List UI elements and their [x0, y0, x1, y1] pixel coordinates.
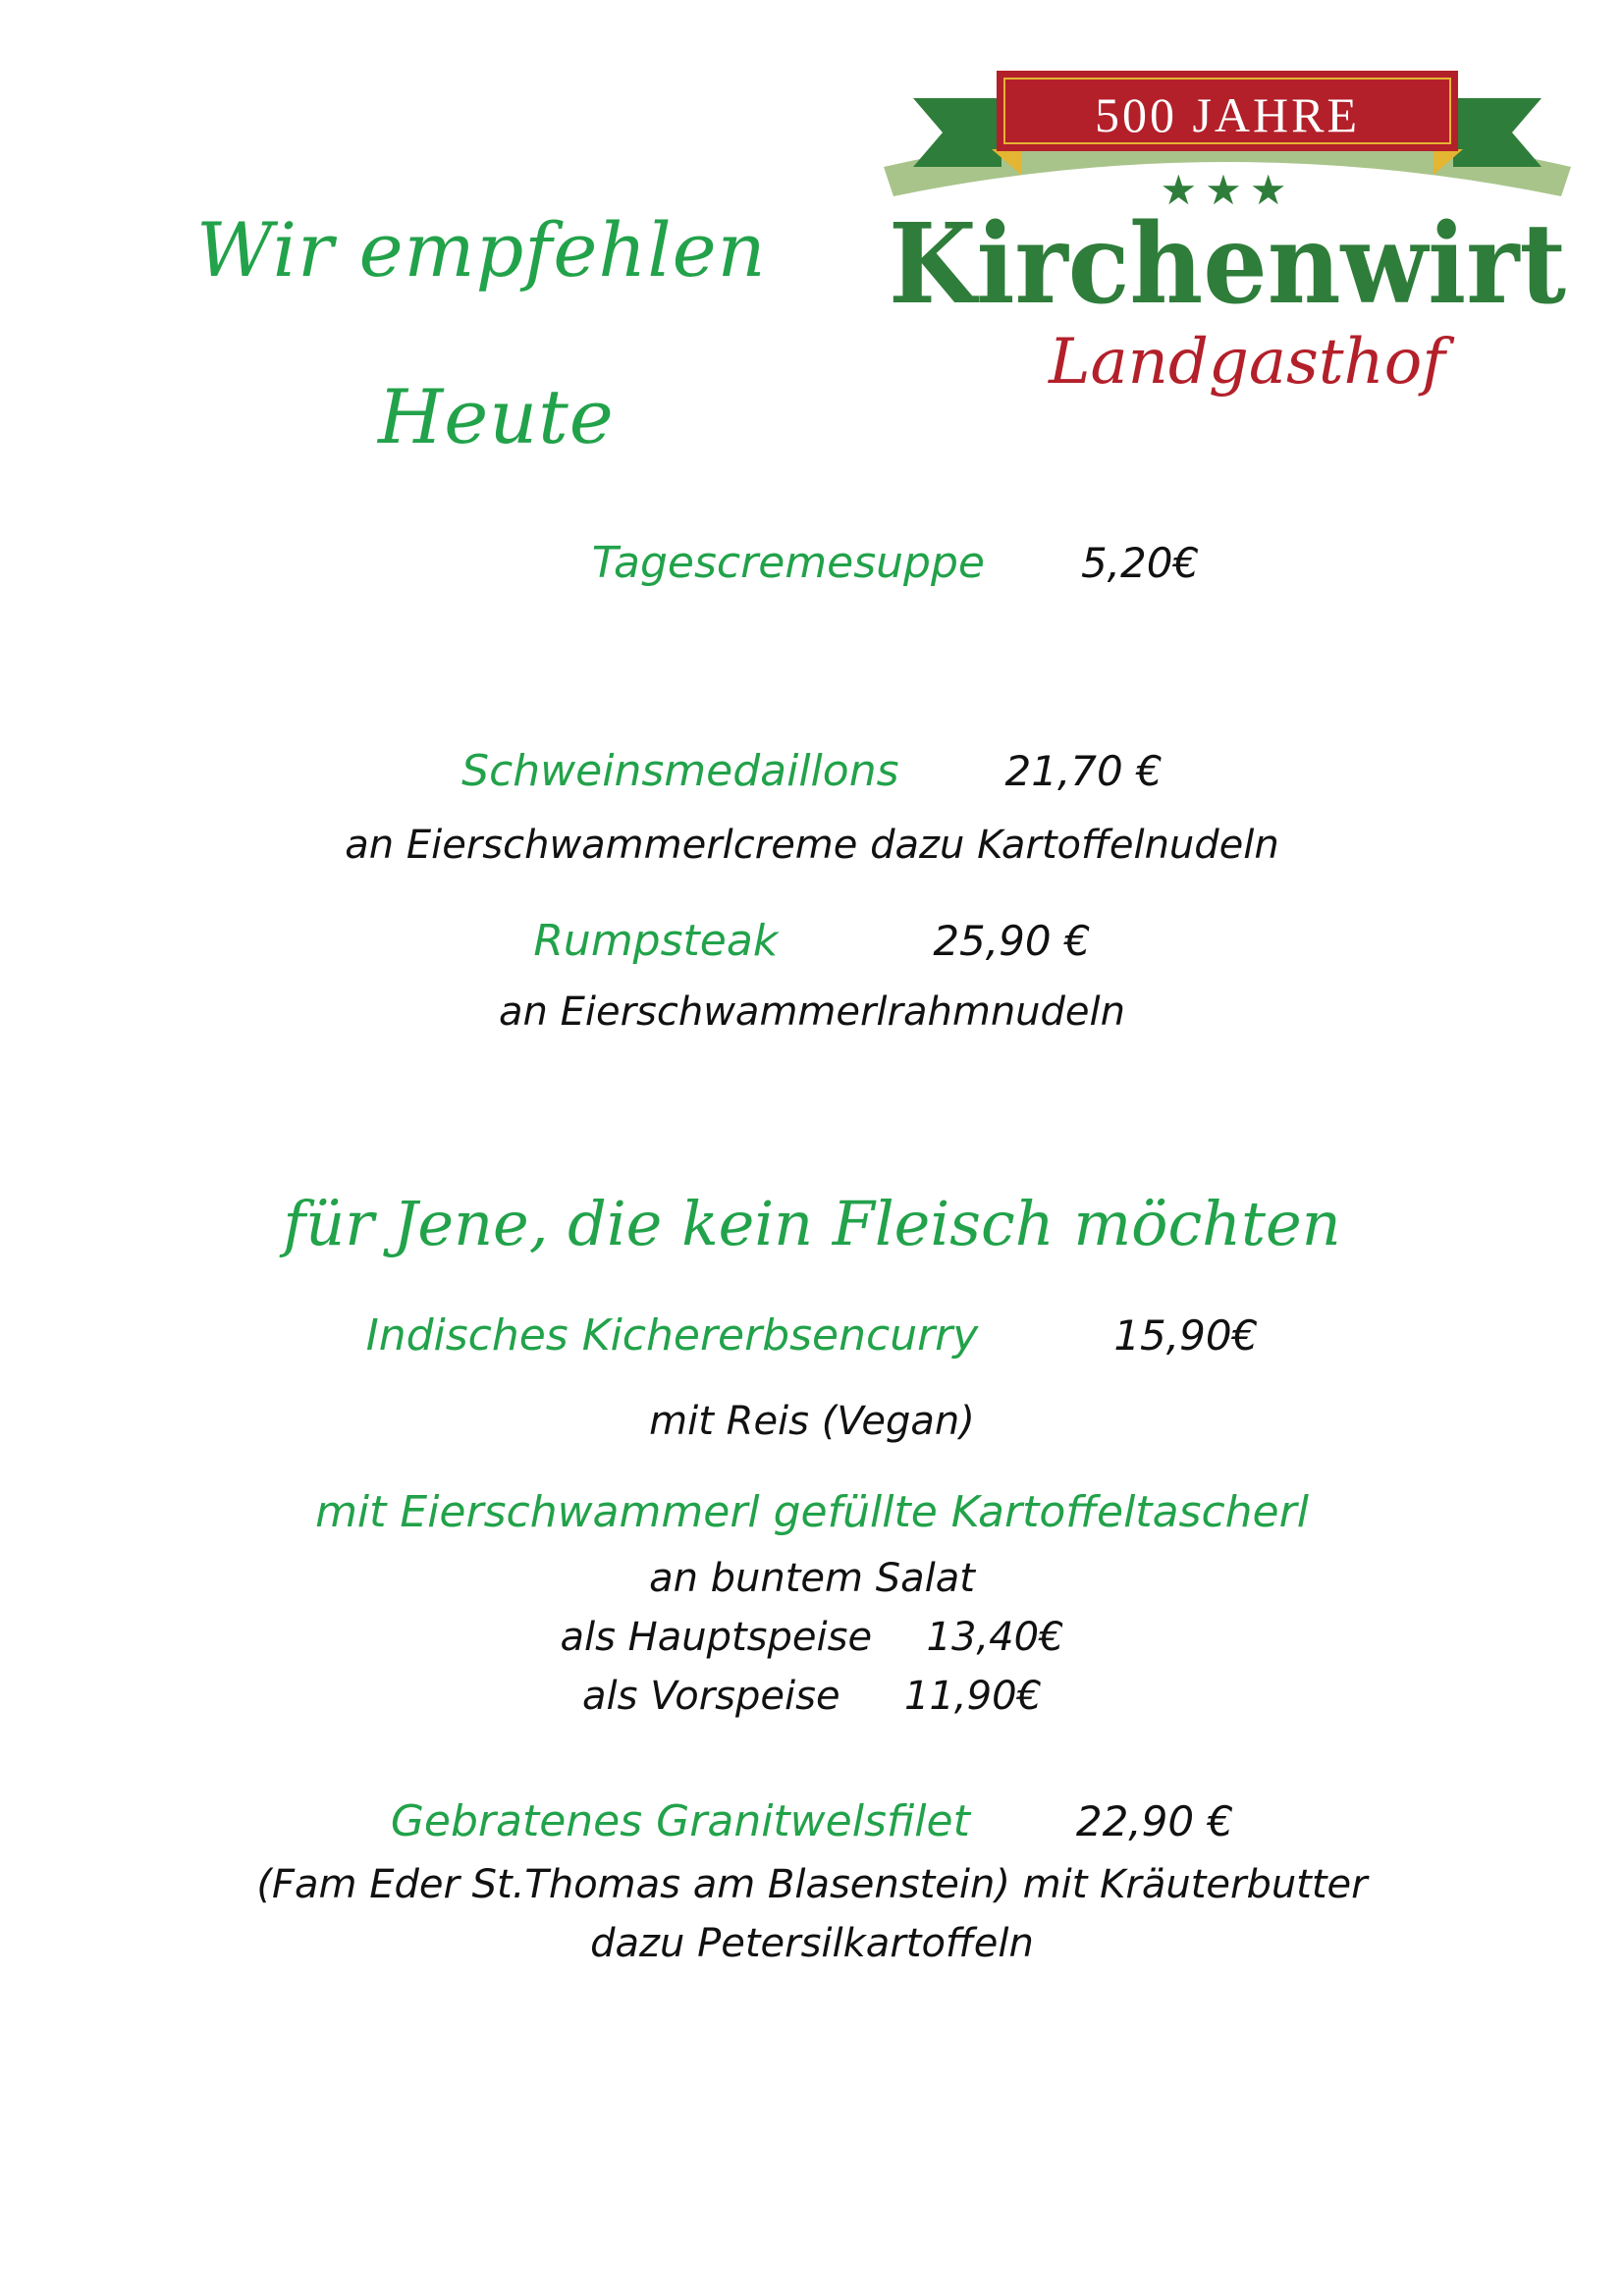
label-starter: als Vorspeise	[582, 1674, 840, 1719]
item-price: 25,90 €	[933, 917, 1091, 965]
item-description: (Fam Eder St.Thomas am Blasenstein) mit Kräuterbutter	[256, 1862, 1368, 1907]
item-name: Tagescremesuppe	[591, 538, 985, 588]
menu-item-tascherl: mit Eierschwammerl gefüllte Kartoffeltascherl	[315, 1487, 1309, 1537]
logo-banner-text: 500 JAHRE	[1094, 87, 1361, 142]
price-line-starter	[0, 1674, 1624, 1719]
price-main: 13,40€	[926, 1615, 1064, 1660]
price-starter: 11,90€	[904, 1674, 1042, 1719]
menu-item-schwein	[0, 746, 1624, 796]
item-name: Rumpsteak	[533, 916, 779, 966]
logo-name: Kirchenwirt	[889, 200, 1567, 329]
menu-item-soup	[0, 538, 1624, 588]
item-description: an Eierschwammerlcreme dazu Kartoffelnudeln	[345, 823, 1279, 868]
item-price: 5,20€	[1080, 539, 1200, 587]
item-description: dazu Petersilkartoffeln	[590, 1921, 1034, 1966]
price-line-main	[0, 1615, 1624, 1660]
item-name: Indisches Kichererbsencurry	[365, 1310, 979, 1361]
headline-today: Heute	[378, 373, 615, 460]
item-description: an Eierschwammerlrahmnudeln	[499, 989, 1125, 1035]
item-description: mit Reis (Vegan)	[649, 1399, 975, 1444]
label-main: als Hauptspeise	[560, 1615, 873, 1660]
section-title-vegetarian: für Jene, die kein Fleisch möchten	[283, 1188, 1341, 1259]
item-price: 15,90€	[1113, 1311, 1259, 1360]
item-description: an buntem Salat	[649, 1556, 975, 1601]
menu-item-curry	[0, 1310, 1624, 1361]
logo-sub: Landgasthof	[1049, 326, 1445, 399]
menu-item-fish	[0, 1796, 1624, 1846]
kirchenwirt-logo	[874, 59, 1581, 412]
headline-recommend: Wir empfehlen	[196, 206, 767, 294]
item-price: 21,70 €	[1004, 747, 1163, 795]
item-name: Gebratenes Granitwelsfilet	[390, 1796, 970, 1846]
item-price: 22,90 €	[1075, 1797, 1234, 1845]
menu-item-rumpsteak	[0, 916, 1624, 966]
item-name: Schweinsmedaillons	[461, 746, 899, 796]
logo-stars: ★★★	[1160, 166, 1295, 214]
